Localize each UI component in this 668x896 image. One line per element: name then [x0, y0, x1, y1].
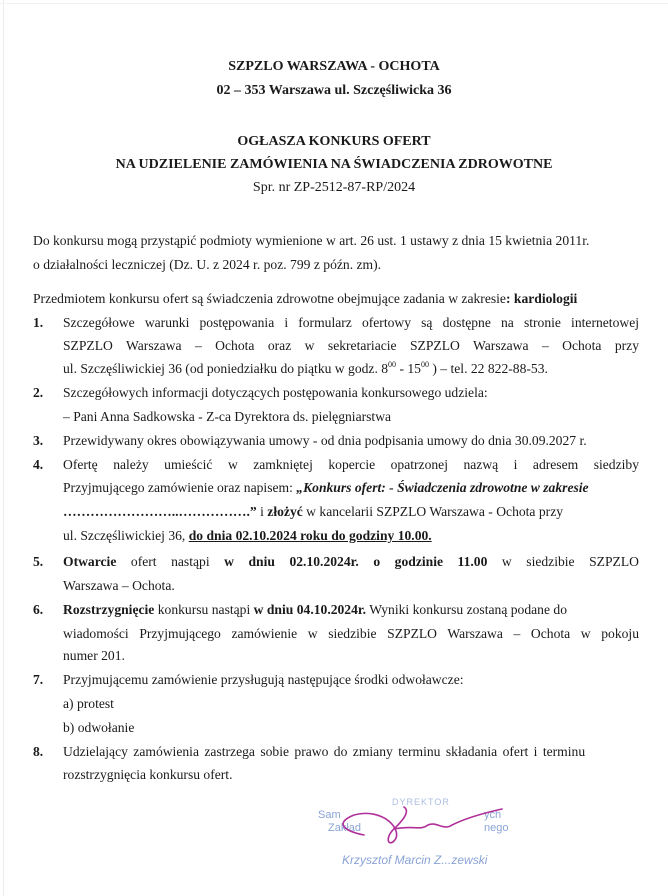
- stamp-director-name: Krzysztof Marcin Z...zewski: [342, 853, 488, 867]
- signature-icon: [324, 801, 524, 851]
- subject-text: Przedmiotem konkursu ofert są świadczenia zdrowotne obejmujące zadania w zakresie: [33, 291, 506, 306]
- stamp-line-1a: Sam: [318, 809, 341, 821]
- announcement-subtitle: NA UDZIELENIE ZAMÓWIENIA NA ŚWIADCZENIA ZDROWOTNE: [115, 157, 553, 172]
- intro-line-1: Do konkursu mogą przystąpić podmioty wymienione w art. 26 ust. 1 ustawy z dnia 15 kwietnia 2011r.: [33, 233, 590, 248]
- stamp-title: DYREKTOR: [392, 797, 450, 807]
- item-1-line-2: SZPZLO Warszawa – Ochota oraz w sekretariacie SZPZLO Warszawa – Ochota przy: [63, 338, 639, 353]
- item-6-text: konkursu nastąpi: [154, 602, 254, 617]
- item-1-number: 1.: [33, 315, 44, 330]
- hours-end-sup: 00: [420, 360, 429, 369]
- resolution-date: w dniu 04.10.2024r.: [253, 602, 367, 617]
- item-8-line-1: Udzielający zamówienia zastrzega sobie prawo do zmiany terminu składania ofert i terminu: [63, 744, 586, 759]
- item-7-option-a: a) protest: [63, 696, 114, 711]
- item-4-office: w kancelarii SZPZLO Warszawa - Ochota przy: [302, 504, 564, 519]
- stamp-line-2a: Zakład: [328, 822, 362, 834]
- item-8-number: 8.: [33, 744, 44, 759]
- stamp-line-1b: ych: [484, 809, 502, 821]
- hours-start-sup: 00: [388, 360, 397, 369]
- item-5-text: ofert nastąpi: [116, 554, 225, 569]
- blank-dots: ……………………..…………….”: [63, 504, 257, 519]
- phone-text: ) – tel. 22 822-88-53.: [428, 361, 548, 376]
- item-4-line-4: [63, 528, 432, 544]
- submission-deadline: do dnia 02.10.2024 roku do godziny 10.00.: [188, 528, 432, 543]
- announcement-title: OGŁASZA KONKURS OFERT: [237, 134, 431, 149]
- item-1-line-3: [63, 361, 548, 377]
- opening-date: w dniu 02.10.2024r. o godzinie 11.00: [224, 554, 488, 569]
- opening-word: Otwarcie: [63, 554, 117, 569]
- item-4-conj: i: [256, 504, 268, 519]
- scan-edge-top: [0, 3, 668, 4]
- item-4-number: 4.: [33, 457, 44, 472]
- submit-word: złożyć: [267, 504, 303, 519]
- subject-paragraph: [33, 291, 577, 307]
- item-6-line-3: numer 201.: [63, 648, 125, 663]
- item-2-contact: – Pani Anna Sadkowska - Z-ca Dyrektora ds. pielęgniarstwa: [63, 409, 392, 424]
- case-number: Spr. nr ZP-2512-87-RP/2024: [252, 180, 416, 195]
- item-3-line-1: Przewidywany okres obowiązywania umowy - od dnia podpisania umowy do dnia 30.09.2027 r.: [63, 433, 587, 448]
- item-7-option-b: b) odwołanie: [63, 720, 135, 735]
- item-3-number: 3.: [33, 433, 44, 448]
- org-address: 02 – 353 Warszawa ul. Szczęśliwicka 36: [216, 83, 452, 98]
- item-1-hours-text: ul. Szczęśliwickiej 36 (od poniedziałku do piątku w godz. 8: [63, 361, 389, 376]
- stamp-line-2b: nego: [484, 822, 509, 834]
- item-6-line-2: wiadomości Przyjmującego zamówienie w siedzibie SZPZLO Warszawa – Ochota w pokoju: [63, 626, 639, 641]
- item-4-address: ul. Szczęśliwickiej 36,: [63, 528, 189, 543]
- item-6-results: Wyniki konkursu zostaną podane do: [366, 602, 568, 617]
- item-7-number: 7.: [33, 672, 44, 687]
- item-6-number: 6.: [33, 602, 44, 617]
- item-4-text: Przyjmującego zamówienie oraz napisem:: [63, 480, 297, 495]
- item-8-line-2: rozstrzygnięcia konkursu ofert.: [63, 767, 233, 782]
- org-name: SZPZLO WARSZAWA - OCHOTA: [228, 59, 440, 74]
- hours-sep: - 15: [396, 361, 421, 376]
- item-4-line-3: [63, 504, 563, 520]
- subject-specialty: : kardiologii: [505, 291, 578, 306]
- intro-line-2: o działalności leczniczej (Dz. U. z 2024 r. poz. 799 z późn. zm).: [33, 257, 382, 272]
- item-4-line-2: [63, 480, 589, 496]
- item-5-line-2: Warszawa – Ochota.: [63, 578, 175, 593]
- item-6-line-1: [63, 602, 567, 618]
- item-4-line-1: Ofertę należy umieścić w zamkniętej kopercie opatrzonej nazwą i adresem siedziby: [63, 457, 639, 472]
- envelope-label: „Konkurs ofert: - Świadczenia zdrowotne w zakresie: [296, 480, 589, 495]
- item-7-line-1: Przyjmującemu zamówienie przysługują następujące środki odwoławcze:: [63, 672, 464, 687]
- item-5-place: w siedzibie SZPZLO: [487, 554, 639, 569]
- item-2-number: 2.: [33, 385, 44, 400]
- director-stamp: [318, 797, 538, 877]
- item-2-line-1: Szczegółowych informacji dotyczących postępowania konkursowego udziela:: [63, 385, 488, 400]
- item-5-line-1: [63, 554, 639, 570]
- item-1-line-1: Szczegółowe warunki postępowania i formularz ofertowy są dostępne na stronie internetowej: [63, 315, 639, 330]
- item-5-number: 5.: [33, 554, 44, 569]
- resolution-word: Rozstrzygnięcie: [63, 602, 155, 617]
